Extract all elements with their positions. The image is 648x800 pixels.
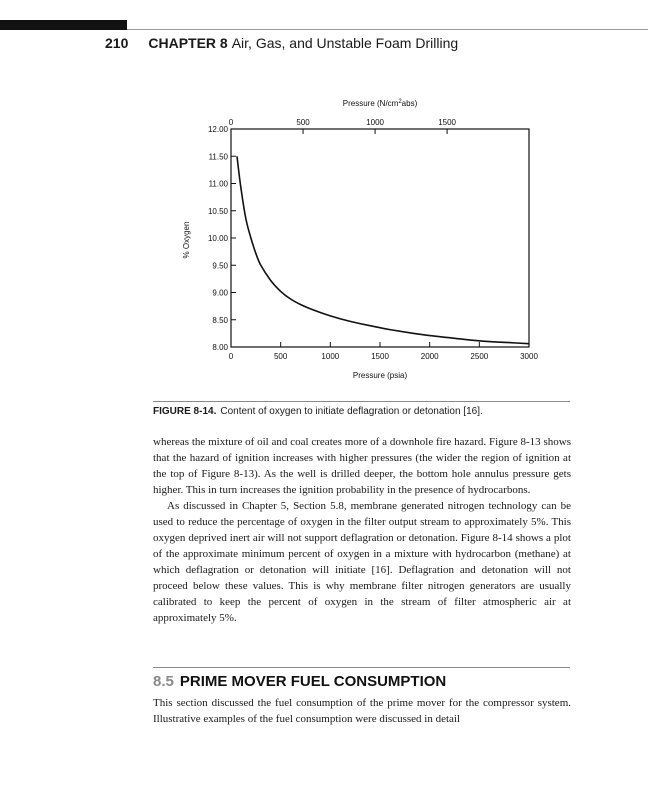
section-rule: [153, 667, 570, 668]
x-tick-label: 3000: [520, 352, 538, 361]
page-number: 210: [105, 35, 129, 51]
body-text: [153, 434, 571, 626]
section-number: 8.5: [153, 673, 174, 690]
bottom-axis-ticks: [229, 342, 539, 361]
y-tick-label: 9.00: [212, 288, 228, 298]
paragraph: As discussed in Chapter 5, Section 5.8, membrane generated nitrogen technology can be used to reduce the percentage of oxygen in the filter output stream to approximately 5%. This oxygen deprived inert air will not support deflagration or detonation. Figure 8-14 shows a plot of the approximate minimum percent of oxygen in a mixture with hydrocarbon (methane) at which deflagration or detonation will initiate [16]. Deflagration and detonation will not proceed below these values. This is why membrane filter nitrogen generators are usually calibrated to keep the percent of oxygen in the stream of filter atmospheric air at approximately 5%.: [153, 500, 571, 624]
x-tick-label: 1500: [371, 352, 389, 361]
section-paragraph: This section discussed the fuel consumption of the prime mover for the compressor system. Illustrative examples of the fuel consumption were discussed in detail: [153, 697, 571, 725]
x-tick-label: 2000: [420, 352, 439, 361]
x-tick-label: 500: [273, 352, 288, 361]
x-axis-label: Pressure (psia): [352, 371, 408, 380]
secondary-x-tick-label: 0: [228, 118, 234, 127]
section-body: [153, 695, 571, 727]
x-tick-label: 1000: [321, 352, 340, 361]
secondary-x-axis-label: Pressure $(N/cm^2abs)$: [342, 99, 418, 108]
figure-rule: [153, 401, 570, 402]
y-tick-label: 8.00: [212, 343, 228, 352]
y-tick-label: 10.00: [207, 234, 228, 243]
y-tick-label: 11.50: [208, 152, 228, 162]
chapter-title: Air, Gas, and Unstable Foam Drilling: [231, 35, 459, 51]
figure-caption: [153, 405, 583, 418]
secondary-x-tick-label: 1000: [366, 118, 384, 127]
secondary-x-tick-label: 1500: [438, 118, 457, 127]
section-heading: [153, 673, 446, 690]
top-axis-ticks: [229, 118, 457, 134]
y-tick-label: 12.00: [207, 125, 228, 134]
x-tick-label: 0: [228, 352, 234, 361]
section-title: PRIME MOVER FUEL CONSUMPTION: [179, 673, 447, 690]
left-axis-ticks: [208, 125, 236, 352]
paragraph: whereas the mixture of oil and coal creates more of a downhole fire hazard. Figure 8-13 shows that the hazard of ignition increases with higher pressures (the wider the region of ignition at the top of Figure 8-13). As the well is drilled deeper, the bottom hole annulus pressure gets higher. This in turn increases the ignition probability in the presence of hydrocarbons.: [153, 436, 571, 496]
y-tick-label: 8.50: [212, 315, 228, 325]
y-tick-label: 9.50: [212, 261, 228, 271]
x-tick-label: 2500: [470, 352, 489, 361]
y-axis-label: % Oxygen: [182, 221, 191, 259]
y-tick-label: 10.50: [207, 206, 228, 216]
figure-label: FIGURE 8-14.: [153, 406, 217, 417]
y-tick-label: 11.00: [208, 179, 228, 189]
chapter-label: CHAPTER 8: [148, 35, 228, 51]
plot-frame: [231, 129, 529, 347]
figure-caption-text: Content of oxygen to initiate deflagration or detonation [16].: [220, 406, 483, 417]
secondary-x-tick-label: 500: [296, 118, 310, 127]
oxygen-curve: [237, 156, 529, 343]
